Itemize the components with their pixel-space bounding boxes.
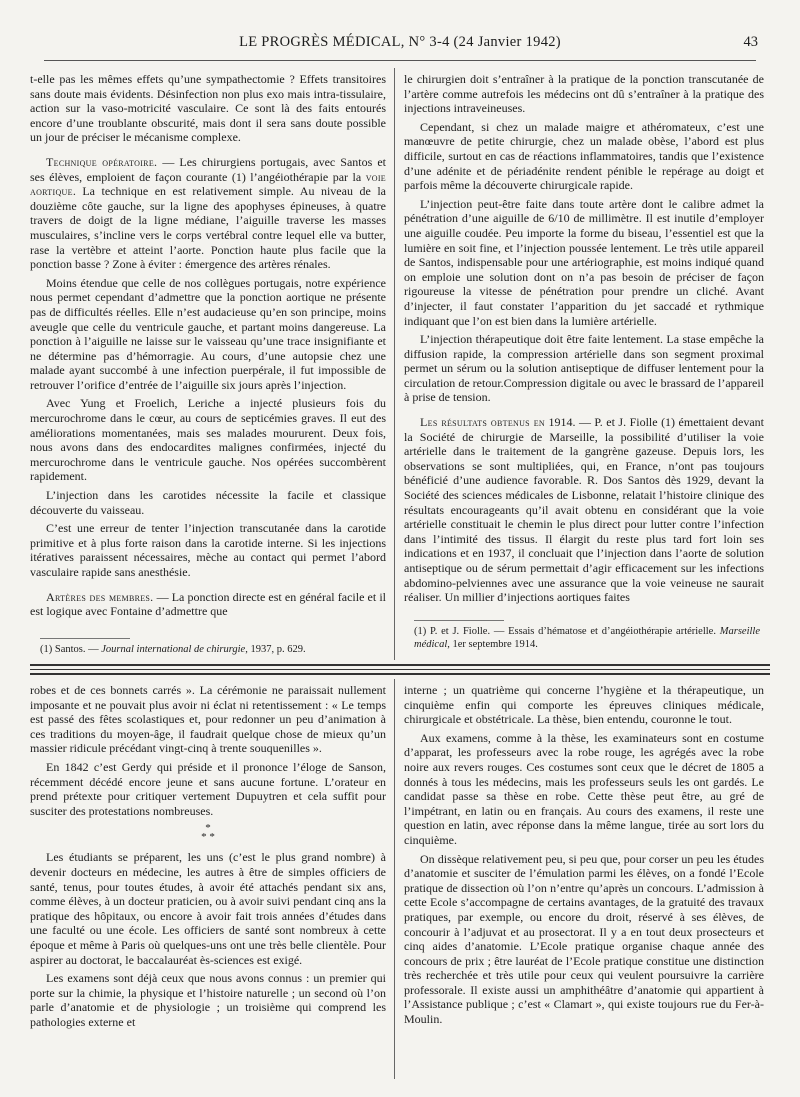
footnote-tail: , 1937, p. 629. [245,644,306,655]
asterism [30,824,386,842]
paragraph: C’est une erreur de tenter l’injection transcutanée dans la carotide primitive et à plus forte raison dans la carotide interne. Si les injections itératives paraissent nécessaires, mèche au contact qui permet l’abord vasculaire rapide sans anesthésie. [30,521,386,579]
page-number: 43 [743,34,758,50]
paragraph: t-elle pas les mêmes effets qu’une sympathectomie ? Effets transitoires sans doute mais évidents. Désinfection non plus exo mais intra-tissulaire, action sur la vaso-motricité vasculaire. Ce sont là des faits entourés encore d’une troublante obscurité, mais dont il sera sans doute possible un jour de préciser le mécanisme complexe. [30,72,386,145]
footnote-tail: , 1er septembre 1914. [447,638,538,650]
section-heading: Artères des membres. [46,589,154,604]
column-divider [394,679,395,1079]
paragraph: Avec Yung et Froelich, Leriche a injecté plusieurs fois du mercurochrome dans le cœur, au cours de septicémies graves. Il eut des améliorations momentanées, mais ses malades moururent. Deux fois, nous avons dans des endocardites malignes confirmées, injecté du mercurochrome dans le ventricule gauche. Nos opérées succombèrent rapidement. [30,396,386,484]
paragraph: Les examens sont déjà ceux que nous avons connus : un premier qui porte sur la chimie, la physique et l’histoire naturelle ; un second où l’on parle d’anatomie et de physiologie ; un troisième qui comprend les pathologies externe et [30,971,386,1029]
paragraph-text: 1914. — P. et J. Fiolle (1) émettaient devant la Société de chirurgie de Marseille, la possibilité d’utiliser la voie artérielle dans le traitement de la gangrène gazeuse. Depuis lors, les observations se sont multipliées, qui, en France, n’ont pas toujours bénéficié d’une audience favorable. R. Dos Santos dès 1929, devant la Société des sciences médicales de Lisbonne, relatait l’histoire clinique des résultats encourageants qu’il avait obtenu en considérant que la voie artérielle constituait le chemin le plus direct pour lutter contre l’infection dans l’intimité des tissus. Il élargit du reste plus tard fort loin ses indications et en 1937, il concluait que l’injection dans l’aorte de solution antiseptique ou de sérum permettait d’agir efficacement sur les infections abdomino-pelviennes avec une assurance que la voie veineuse ne saurait réaliser. Un millier d’injections aortiques faites [404,415,764,605]
paragraph: Cependant, si chez un malade maigre et athéromateux, c’est une manœuvre de petite chirurgie, chez un malade obèse, l’abord est plus difficile, surtout en cas de réactions inflammatoires, tandis que l’existence d’une adénite et de périadénite rendent pénible le repérage au doigt et parfois même la découverte chirurgicale rapide. [404,119,764,193]
paragraph-resultats [404,415,764,605]
running-header [40,32,760,54]
paragraph: On dissèque relativement peu, si peu que, pour corser un peu les études d’anatomie et susciter de l’émulation parmi les élèves, on a fondé l’Ecole pratique de dissection où l’on n’entre qu’après un concours. L’admission à cette Ecole s’accompagne de certains avantages, de la gratuité des travaux pratiques, par exemple, ou encore du droit, réservé à ses élèves, de concourir à l’adjuvat et au prosectorat. Il y a en tout deux prosecteurs et cinq aides d’anatomie. L’Ecole pratique organise chaque année des concours de prix ; être lauréat de l’Ecole pratique constitue une distinction très recherchée et très utile pour ceux qui veulent poursuivre la carrière professorale. Il existe aussi un amphithéâtre d’anatomie qui appartient à l’Assistance publique ; c’est « Clamart », qui existe toujours rue du Fer-à-Moulin. [404,851,764,1027]
paragraph-technique [30,155,386,272]
section-separator [30,664,770,666]
article-upper-right-column [404,72,764,605]
section-separator [30,673,770,675]
footnote-santos [40,644,386,657]
asterism-top: * [205,822,211,835]
header-rule [44,60,756,61]
paragraph: robes et de ces bonnets carrés ». La cérémonie ne paraissait nullement imposante et ne pouvait plus avoir ni éclat ni retentissement : « Le temps est passé des fêtes scolastiques et, pour redonner un peu d’animation à ces traditions du moyen-âge, il faudrait quelque chose de mieux qu’un massier ridicule précédant vingt-cinq à trente souquenilles ». [30,683,386,756]
paragraph: L’injection dans les carotides nécessite la facile et classique découverte du vaisseau. [30,488,386,517]
paragraph: Moins étendue que celle de nos collègues portugais, notre expérience nous permet cependant d’admettre que la ponction aortique ne présente pas de difficultés réelles. Elle n’est audacieuse qu’en son principe, moins aveugle que celle du ventricule gauche, et partant moins dangereuse. La ponction à l’aiguille ne laisse sur le vaisseau qu’une trace insignifiante et ne détermine pas d’hémorragie. Au cours, d’une autopsie chez une malade ayant succombé à une infection puerpérale, il fut impossible de retrouver l’orifice d’entrée de l’aiguille six jours après l’injection. [30,275,386,392]
paragraph: L’injection peut-être faite dans toute artère dont le calibre admet la pénétration d’une aiguille de 6/10 de millimètre. Il est inutile d’employer une aiguille coudée. Peu importe la forme du biseau, l’essentiel est que la lumière en soit fine, et l’injection poussée lentement. Le très utile appareil de Santos, indispensable pour une artériographie, est moins indiqué quand on emploie une solution dont on n’a pas besoin de préciser de façon rigoureuse la vitesse de pénétration pour prendre un cliché. Avant d’injecter, il faut constater l’apparition du jet saccadé et rythmique indiquant que l’on est bien dans la lumière artérielle. [404,196,764,328]
running-title: LE PROGRÈS MÉDICAL, N° 3-4 (24 Janvier 1942) [239,34,561,50]
column-divider [394,68,395,660]
paragraph: Les étudiants se préparent, les uns (c’est le plus grand nombre) à devenir docteurs en médecine, les autres à être de simples officiers de santé, tenus, pour toutes études, à avoir été attachés pendant six ans, comme élèves, à un docteur praticien, ou à avoir suivi pendant cinq ans la pratique des hôpitaux, ou encore à avoir fait trois années d’études dans une faculté ou une école. Les officiers de santé sont nombreux à cette époque et même à Paris où quelques-uns ont une très belle clientèle. Pour aspirer au doctorat, le baccalauréat ès-sciences est exigé. [30,850,386,967]
section-heading: Technique opératoire. [46,154,158,169]
section-separator [30,669,770,670]
paragraph-arteres [30,590,386,619]
footnote-lead: (1) P. et J. Fiolle. — Essais d’hématose et d’angéiothérapie artérielle. [414,626,720,637]
footnote-journal: Journal international de chirurgie [101,644,246,655]
footnote-rule [414,620,504,621]
article-lower-right-column [404,683,764,1027]
paragraph-text: — La ponction directe est en général facile et il est logique avec Fontaine d’admettre que [30,589,386,619]
footnote-journal: Marseille médical [414,626,760,650]
section-heading: Les résultats obtenus en [420,415,545,430]
asterism-bottom: * * [201,831,215,844]
inline-smallcaps: voie aortique [30,169,386,199]
article-lower-left-column [30,683,386,1029]
paragraph-text: — Les chirurgiens portugais, avec Santos et ses élèves, emploient de façon courante (1) l’angéiothérapie par la [30,154,386,184]
article-upper-left-column [30,72,386,619]
footnote-fiolle [414,626,760,651]
footnote-rule [40,638,130,639]
paragraph: En 1842 c’est Gerdy qui préside et il prononce l’éloge de Sanson, récemment décédé encore jeune et sans aucune fortune. L’orateur en prend prétexte pour critiquer vertement Dupuytren et cela suffit pour susciter des protestations nombreuses. [30,759,386,818]
paragraph-text: . La technique en est relativement simple. Au niveau de la douzième côte gauche, sur la ligne des apophyses épineuses, à quatre travers de doigt de la ligne médiane, l’aiguille traverse les masses musculaires, s’incline vers le corps vertébral contre lequel elle va butter, rase la vertèbre et atteint l’aorte. Ponction haute plus facile que la ponction basse ? Zone à éviter : émergence des artères rénales. [30,184,386,272]
paragraph: interne ; un quatrième qui concerne l’hygiène et la thérapeutique, un cinquième enfin qui comporte les épreuves cliniques médicale, chirurgicale et obstétricale. La thèse, bien entendu, couronne le tout. [404,683,764,727]
paragraph: le chirurgien doit s’entraîner à la pratique de la ponction transcutanée de l’artère comme autrefois les médecins ont dû s’entraîner à la pratique des injections intraveineuses. [404,72,764,116]
footnote-lead: (1) Santos. — [40,644,102,655]
paragraph: Aux examens, comme à la thèse, les examinateurs sont en costume d’apparat, les professeurs avec la robe rouge, les agrégés avec la robe noire aux revers rouges. Ces costumes sont ceux que le décret de 1805 a donnés à tous les médecins, mais les professeurs seuls les ont gardés. Le candidat passe sa thèse en robe. Cette thèse peut être, au gré de l’impétrant, en latin ou en français. Au cours des examens, il reste une question en latin, avec réponse dans la même langue, tirée au sort lors du cinquième. [404,730,764,847]
paragraph: L’injection thérapeutique doit être faite lentement. La stase empêche la diffusion rapide, la compression artérielle dans son segment proximal permet un sérum ou la solution antiseptique de diffuser lentement pour la circulation de retour.Compression digitale ou avec le brassard de l’appareil à prise de tension. [404,332,764,405]
